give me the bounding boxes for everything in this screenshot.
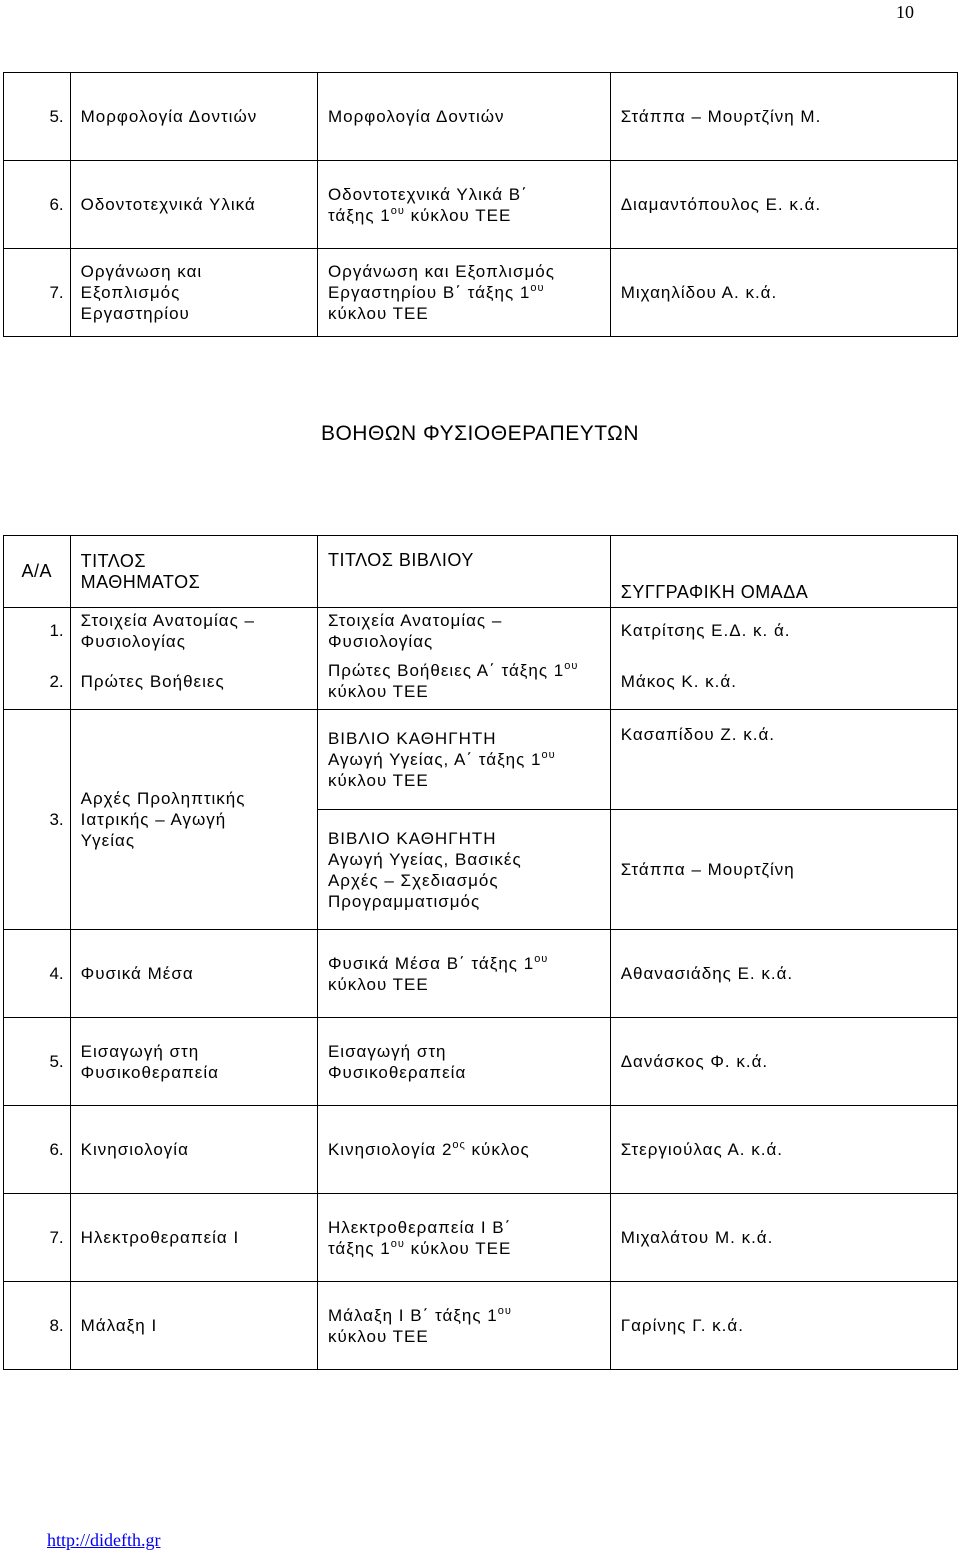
table-row [4,161,958,249]
book-title: Ηλεκτροθεραπεία Ι Β΄ τάξης $1^{o\upsilon}$ κύκλου ΤΕΕ [317,1194,610,1282]
row-number: 7. [4,1194,71,1282]
row-number: 5. [4,73,71,161]
footer-link[interactable]: http://didefth.gr [47,1530,161,1550]
header-book: ΤΙΤΛΟΣ ΒΙΒΛΙΟΥ [317,536,610,608]
page-number: 10 [896,2,914,22]
row-number: 7. [4,249,71,337]
table-row [4,73,958,161]
row-number: 1. [4,608,71,654]
book-title: Πρώτες Βοήθειες Α΄ τάξης $1^{o\upsilon}$ κύκλου ΤΕΕ [317,654,610,710]
book-title: Οδοντοτεχνικά Υλικά Β΄ τάξης $1^{o\upsilon}$ κύκλου ΤΕΕ [317,161,610,249]
course-title: Μάλαξη Ι [70,1282,317,1370]
book-title: Εισαγωγή στη Φυσικοθεραπεία [317,1018,610,1106]
author-group: Μιχαηλίδου Α. κ.ά. [610,249,957,337]
row-number: 4. [4,930,71,1018]
header-row [4,536,958,608]
course-title: Στοιχεία Ανατομίας – Φυσιολογίας [70,608,317,654]
table-row [4,1018,958,1106]
header-course: ΤΙΤΛΟΣ ΜΑΘΗΜΑΤΟΣ [70,536,317,608]
author-group: Μιχαλάτου Μ. κ.ά. [610,1194,957,1282]
book-title: Στοιχεία Ανατομίας – Φυσιολογίας [317,608,610,654]
course-title: Πρώτες Βοήθειες [70,654,317,710]
course-title: Ηλεκτροθεραπεία Ι [70,1194,317,1282]
table-row [4,1282,958,1370]
author-group: Κατρίτσης Ε.Δ. κ. ά. [610,608,957,654]
author-group: Στάππα – Μουρτζίνη [610,810,957,930]
table-row [4,608,958,654]
author-group: Γαρίνης Γ. κ.ά. [610,1282,957,1370]
book-title: Φυσικά Μέσα Β΄ τάξης $1^{o\upsilon}$ κύκλου ΤΕΕ [317,930,610,1018]
row-number: 2. [4,654,71,710]
author-group: Κασαπίδου Ζ. κ.ά. [610,710,957,810]
section-title: ΒΟΗΘΩΝ ΦΥΣΙΟΘΕΡΑΠΕΥΤΩΝ [320,422,640,445]
book-title: ΒΙΒΛΙΟ ΚΑΘΗΓΗΤΗ Αγωγή Υγείας, Βασικές Αρχές – Σχεδιασμός Προγραμματισμός [317,810,610,930]
top-table [3,72,958,337]
course-title: Εισαγωγή στη Φυσικοθεραπεία [70,1018,317,1106]
table-row [4,710,958,810]
table-row [4,249,958,337]
table-row [4,1194,958,1282]
header-number: Α/Α [4,536,71,608]
row-number: 5. [4,1018,71,1106]
row-number: 8. [4,1282,71,1370]
author-group: Διαμαντόπουλος Ε. κ.ά. [610,161,957,249]
table-row [4,654,958,710]
book-title: Οργάνωση και Εξοπλισμός Εργαστηρίου Β΄ τάξης $1^{o\upsilon}$ κύκλου ΤΕΕ [317,249,610,337]
book-title: Μάλαξη Ι Β΄ τάξης $1^{o\upsilon}$ κύκλου ΤΕΕ [317,1282,610,1370]
author-group: Δανάσκος Φ. κ.ά. [610,1018,957,1106]
author-group: Αθανασιάδης Ε. κ.ά. [610,930,957,1018]
course-title: Οργάνωση και Εξοπλισμός Εργαστηρίου [70,249,317,337]
course-title: Αρχές Προληπτικής Ιατρικής – Αγωγή Υγείας [70,710,317,930]
table-row [4,930,958,1018]
row-number: 6. [4,161,71,249]
table-row [4,1106,958,1194]
course-title: Φυσικά Μέσα [70,930,317,1018]
row-number: 6. [4,1106,71,1194]
course-title: Μορφολογία Δοντιών [70,73,317,161]
header-authors: ΣΥΓΓΡΑΦΙΚΗ ΟΜΑΔΑ [610,536,957,608]
row-number: 3. [4,710,71,930]
book-title: ΒΙΒΛΙΟ ΚΑΘΗΓΗΤΗ Αγωγή Υγείας, Α΄ τάξης $1^{o\upsilon}$ κύκλου ΤΕΕ [317,710,610,810]
course-title: Οδοντοτεχνικά Υλικά [70,161,317,249]
main-table [3,535,958,1370]
author-group: Μάκος Κ. κ.ά. [610,654,957,710]
course-title: Κινησιολογία [70,1106,317,1194]
author-group: Στάππα – Μουρτζίνη Μ. [610,73,957,161]
author-group: Στεργιούλας Α. κ.ά. [610,1106,957,1194]
book-title: Μορφολογία Δοντιών [317,73,610,161]
book-title: Κινησιολογία $2^{o\varsigma}$ κύκλος [317,1106,610,1194]
